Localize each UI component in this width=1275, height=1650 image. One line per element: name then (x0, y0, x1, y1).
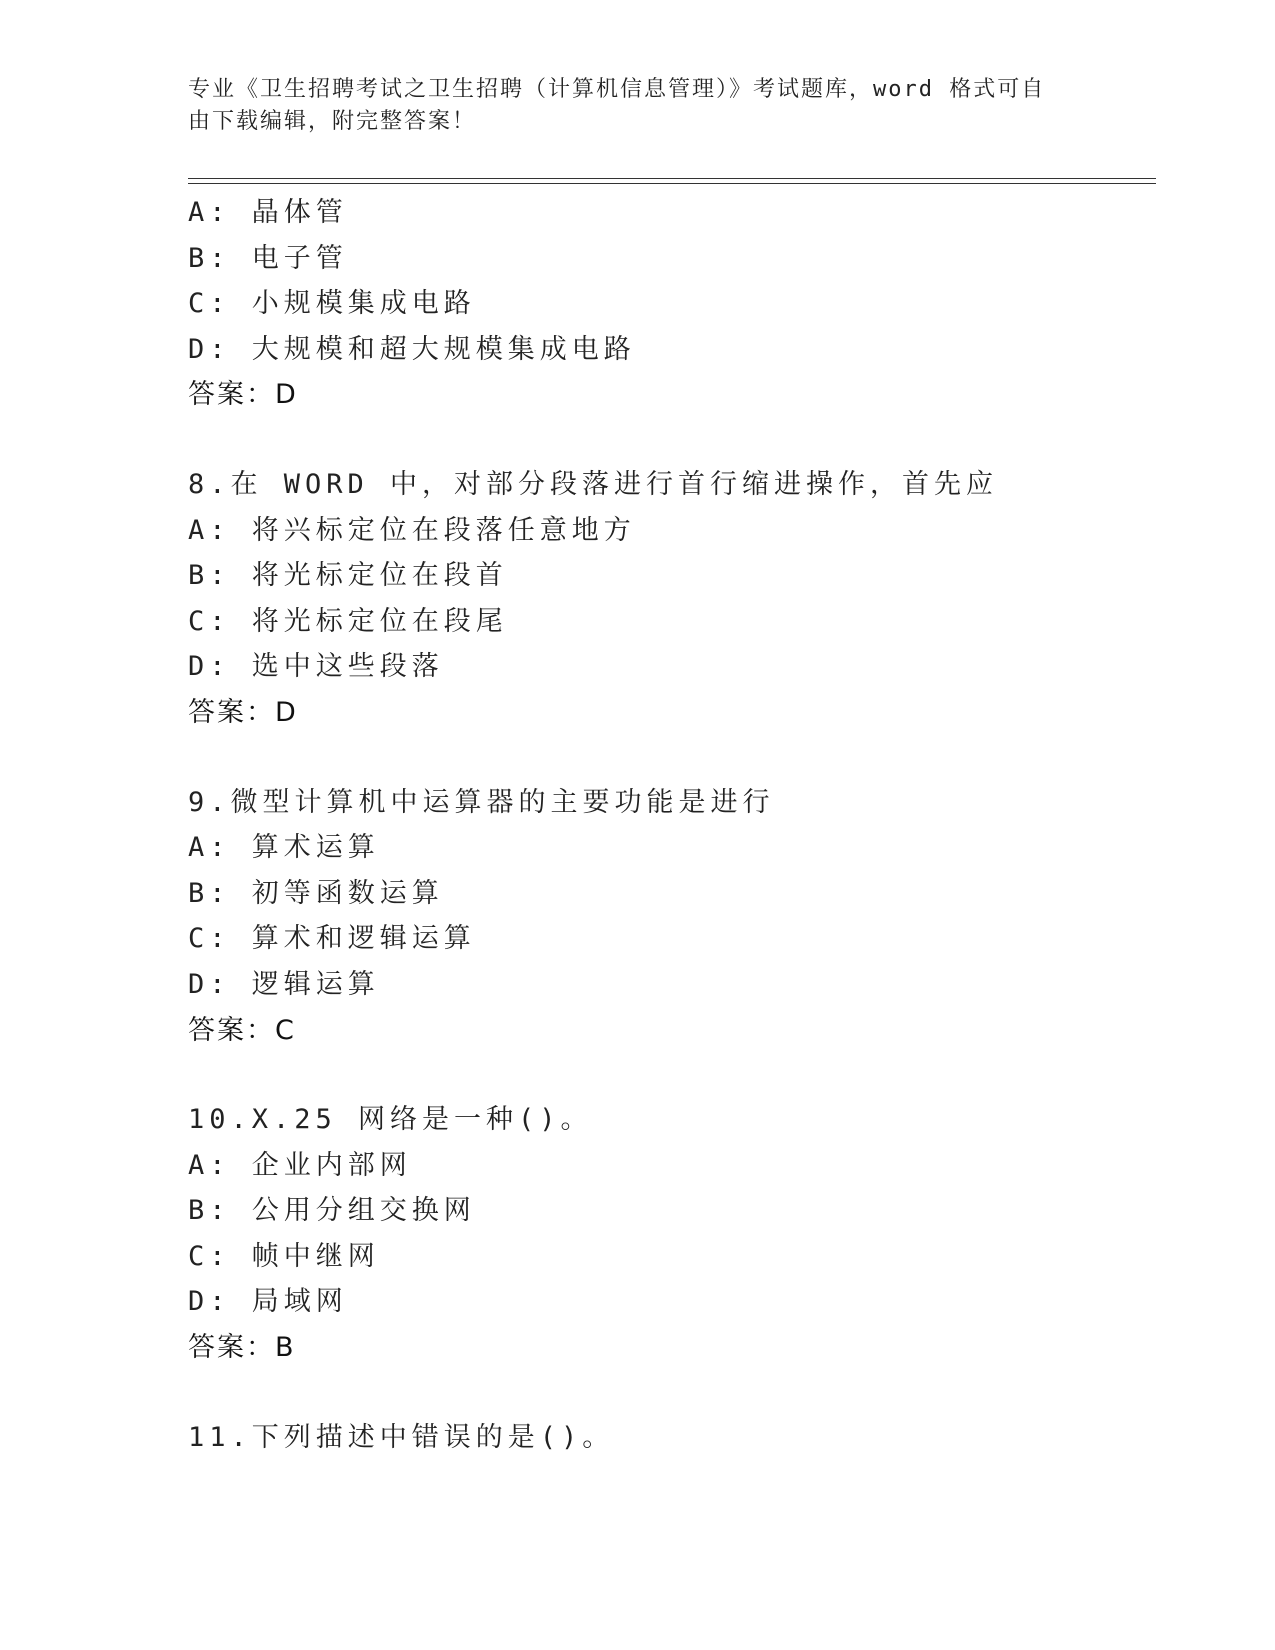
document-header (188, 74, 1068, 138)
option-b: B: 电子管 (188, 242, 348, 274)
spacer (188, 418, 1148, 462)
question-block-11 (188, 1415, 1148, 1461)
option-a: A: 晶体管 (188, 197, 348, 228)
answer-line: 答案：B (188, 1332, 296, 1364)
answer-line: 答案：D (188, 696, 298, 728)
header-line-2: 由下载编辑，附完整答案！ (188, 109, 477, 134)
question-block-7 (188, 190, 1148, 418)
option-a: A: 将兴标定位在段落任意地方 (188, 514, 636, 546)
option-c: C: 将光标定位在段尾 (188, 605, 508, 637)
option-c: C: 小规模集成电路 (188, 288, 476, 320)
question-text: 10.X.25 网络是一种()。 (188, 1104, 593, 1136)
answer-line: 答案：C (188, 1014, 296, 1046)
option-a: A: 算术运算 (188, 832, 380, 864)
option-c: C: 算术和逻辑运算 (188, 923, 476, 955)
option-c: C: 帧中继网 (188, 1240, 380, 1272)
spacer (188, 736, 1148, 780)
spacer (188, 1053, 1148, 1097)
option-b: B: 初等函数运算 (188, 877, 444, 909)
answer-line: 答案：D (188, 379, 298, 411)
question-text: 11.下列描述中错误的是()。 (188, 1421, 615, 1453)
option-d: D: 局域网 (188, 1286, 348, 1318)
spacer (188, 1371, 1148, 1415)
option-d: D: 选中这些段落 (188, 651, 444, 683)
option-b: B: 将光标定位在段首 (188, 560, 508, 592)
question-block-8 (188, 462, 1148, 736)
question-list (188, 190, 1148, 1460)
option-d: D: 大规模和超大规模集成电路 (188, 333, 636, 365)
option-d: D: 逻辑运算 (188, 968, 380, 1000)
question-text: 9.微型计算机中运算器的主要功能是进行 (188, 786, 775, 818)
header-divider-top (188, 178, 1156, 179)
header-line-1: 专业《卫生招聘考试之卫生招聘（计算机信息管理）》考试题库，word 格式可自 (188, 77, 1046, 102)
option-a: A: 企业内部网 (188, 1149, 412, 1181)
question-block-9 (188, 780, 1148, 1054)
option-b: B: 公用分组交换网 (188, 1195, 476, 1227)
header-divider-bottom (188, 183, 1156, 184)
question-text: 8.在 WORD 中，对部分段落进行首行缩进操作，首先应 (188, 468, 999, 500)
question-block-10 (188, 1097, 1148, 1371)
